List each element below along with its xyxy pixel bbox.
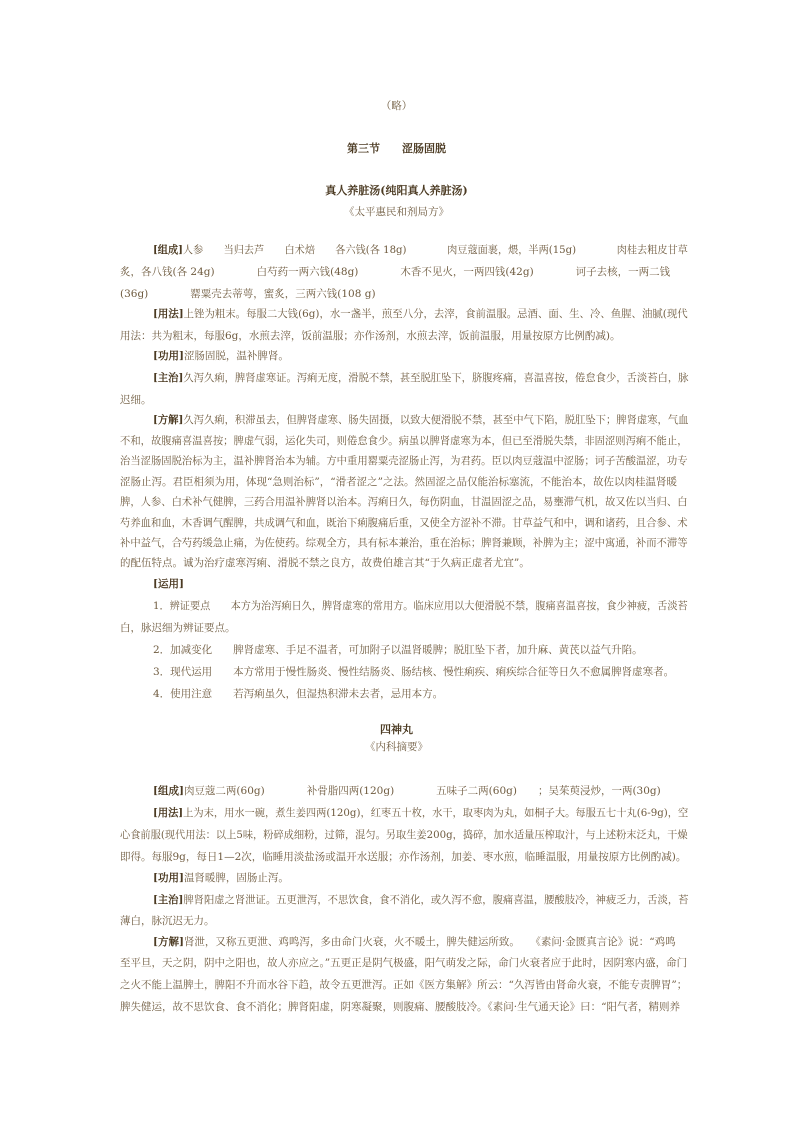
formula-name: 真人养脏汤(纯阳真人养脏汤) bbox=[325, 184, 468, 197]
usage-line: 用法：共为粗末，每服6g，水煎去滓，饭前温服；亦作汤剂，水煎去滓，饭前温服，用量按原方比例酌减)。 bbox=[120, 330, 621, 342]
usage-text: 上为末，用水一碗，煮生姜四两(120g)，红枣五十枚，水干，取枣肉为丸，如桐子大。每服五七十丸(6-9g)，空 bbox=[183, 807, 689, 819]
application-item: 白，脉迟细为辨证要点。 bbox=[120, 622, 236, 634]
composition-label: [组成] bbox=[153, 785, 184, 797]
usage-line bbox=[153, 806, 689, 821]
function-line bbox=[153, 871, 688, 886]
formula-source: 《太平惠民和剂局方》 bbox=[344, 206, 449, 218]
indication-line: 薄白，脉沉迟无力。 bbox=[120, 915, 215, 927]
analysis-label: [方解] bbox=[153, 414, 184, 426]
application-item: 3．现代运用 本方常用于慢性肠炎、慢性结肠炎、肠结核、慢性痢疾、痢疾综合征等日久不愈属脾肾虚寒者。 bbox=[153, 666, 675, 678]
analysis-line: 补中益气，合芍药缓急止痛，为佐使药。综观全方，具有标本兼治，重在治标；脾肾兼顾，补脾为主；涩中寓通，补而不滞等 bbox=[120, 537, 688, 549]
usage-label: [用法] bbox=[153, 807, 184, 819]
analysis-label: [方解] bbox=[153, 936, 184, 948]
application-item: 2．加减变化 脾肾虚寒、手足不温者，可加附子以温肾暖脾；脱肛坠下者，加升麻、黄芪以益气升陷。 bbox=[153, 644, 643, 656]
composition-line bbox=[153, 784, 688, 799]
composition-line: (36g) 罂粟壳去蒂萼，蜜炙，三两六钱(108 g) bbox=[120, 288, 376, 300]
composition-label: [组成] bbox=[153, 244, 183, 256]
formula-source: 《内科摘要》 bbox=[365, 741, 428, 753]
analysis-line: 芍养血和血，木香调气醒脾，共成调气和血，既治下痢腹痛后重，又使全方涩补不滞。甘草益气和中，调和诸药，且合参、术 bbox=[120, 517, 688, 529]
indication-line bbox=[153, 371, 689, 386]
indication-line: 迟细。 bbox=[120, 394, 152, 406]
section-title: 第三节 涩肠固脱 bbox=[347, 142, 446, 155]
usage-line bbox=[153, 307, 688, 322]
analysis-line: 的配伍特点。诚为治疗虚寒泻痢、滑脱不禁之良方，故费伯雄言其“于久病正虚者尤宜”。 bbox=[120, 557, 530, 569]
indication-text: 久泻久痢，脾肾虚寒证。泻痢无度，滑脱不禁，甚至脱肛坠下，脐腹疼痛，喜温喜按，倦怠食少，舌淡苔白，脉 bbox=[183, 372, 689, 384]
function-label: [功用] bbox=[153, 872, 184, 884]
application-item: 1．辨证要点 本方为治泻痢日久，脾肾虚寒的常用方。临床应用以大便滑脱不禁，腹痛喜温喜按，食少神疲，舌淡苔 bbox=[153, 600, 688, 612]
composition-text: 肉豆蔻二两(60g) 补骨脂四两(120g) 五味子二两(60g) ；吴茱萸浸炒，一两(30g) bbox=[183, 785, 661, 797]
indication-line bbox=[153, 893, 689, 908]
composition-line: 炙，各八钱(各 24g) 白芍药一两六钱(48g) 木香不见火，一两四钱(42g) 诃子去核，一两二钱 bbox=[120, 266, 671, 278]
analysis-line: 不和，故腹痛喜温喜按；脾虚气弱，运化失司，则倦怠食少。病虽以脾肾虚寒为本，但已至滑脱失禁，非固涩则泻痢不能止， bbox=[120, 435, 688, 447]
application-item: 4．使用注意 若泻痢虽久，但湿热积滞未去者，忌用本方。 bbox=[153, 688, 444, 700]
analysis-text: 久泻久痢，积滞虽去，但脾肾虚寒、肠失固摄，以致大便滑脱不禁，甚至中气下陷，脱肛坠下；脾肾虚寒，气血 bbox=[183, 414, 689, 426]
analysis-line bbox=[153, 413, 689, 428]
indication-text: 脾肾阳虚之肾泄证。五更泄泻，不思饮食，食不消化，或久泻不愈，腹痛喜温，腰酸肢冷，神疲乏力，舌淡，苔 bbox=[183, 894, 689, 906]
function-text: 温肾暖脾，固肠止泻。 bbox=[183, 872, 289, 884]
analysis-line: 涩肠止泻。君臣相须为用，体现“急则治标”，“滑者涩之”之法。然固涩之品仅能治标塞流，不能治本，故佐以肉桂温肾暖 bbox=[120, 476, 677, 488]
analysis-line bbox=[153, 935, 688, 950]
composition-text: 人参 当归去芦 白术焙 各六钱(各 18g) 肉豆蔻面裹，煨，半两(15g) 肉桂去粗皮甘草 bbox=[182, 244, 688, 256]
analysis-line: 脾失健运，故不思饮食、食不消化；脾肾阳虚，阴寒凝聚，则腹痛、腰酸肢冷。《素问·生气通天论》曰：“阳气者，精则养 bbox=[120, 1001, 680, 1013]
indication-label: [主治] bbox=[153, 894, 184, 906]
omitted-note: （略） bbox=[380, 100, 413, 112]
function-label: [功用] bbox=[153, 350, 184, 362]
indication-label: [主治] bbox=[153, 372, 184, 384]
analysis-line: 治当涩肠固脱治标为主，温补脾肾治本为辅。方中重用罂粟壳涩肠止泻，为君药。臣以肉豆蔻温中涩肠；诃子苦酸温涩，功专 bbox=[120, 455, 688, 467]
analysis-text: 肾泄，又称五更泄、鸡鸣泻，多由命门火衰，火不暖土，脾失健运所致。 《素问·金匮真言论》说：“鸡鸣 bbox=[183, 936, 676, 948]
usage-line: 即得。每服9g，每日1—2次，临睡用淡盐汤或温开水送服；亦作汤剂，加姜、枣水煎，临睡温服，用量按原方比例酌减)。 bbox=[120, 851, 687, 863]
usage-label: [用法] bbox=[153, 308, 184, 320]
composition-line bbox=[153, 243, 688, 258]
function-line bbox=[153, 349, 688, 364]
analysis-line: 之火不能上温脾土，脾阳不升而水谷下趋，故令五更泄泻。正如《医方集解》所云：“久泻皆由肾命火衰，不能专责脾胃”； bbox=[120, 979, 688, 991]
analysis-line: 脾，人参、白术补气健脾，三药合用温补脾肾以治本。泻痢日久，每伤阴血，甘温固涩之品，易壅滞气机，故又佐以当归、白 bbox=[120, 496, 688, 508]
analysis-line: 至平旦，天之阴，阴中之阳也，故人亦应之。”五更正是阴气极盛，阳气萌发之际，命门火衰者应于此时，因阴寒内盛，命门 bbox=[120, 957, 688, 969]
usage-line: 心食前服(现代用法：以上5味，粉碎成细粉，过筛，混匀。另取生姜200g，捣碎，加水适量压榨取汁，与上述粉末泛丸，干燥 bbox=[120, 829, 688, 841]
formula-name: 四神丸 bbox=[380, 723, 413, 736]
usage-text: 上锉为粗末。每服二大钱(6g)，水一盏半，煎至八分，去滓，食前温服。忌酒、面、生、冷、鱼腥、油腻(现代 bbox=[183, 308, 688, 320]
function-text: 涩肠固脱，温补脾肾。 bbox=[183, 350, 289, 362]
application-label: [运用] bbox=[153, 578, 184, 590]
